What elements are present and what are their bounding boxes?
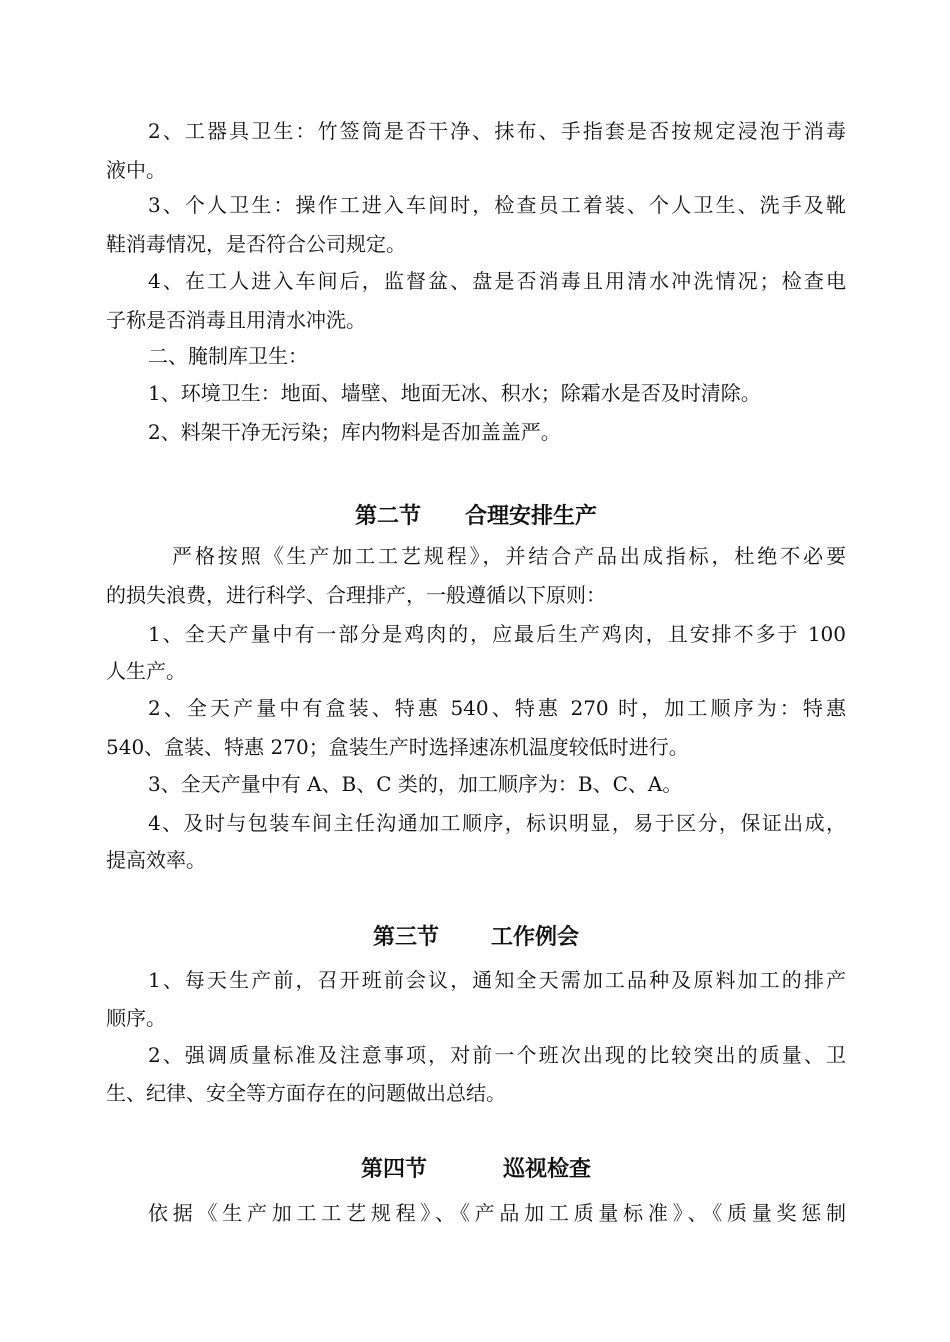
paragraph-inspection-basis: 依据《生产加工工艺规程》、《产品加工质量标准》、《质量奖惩制 — [148, 1201, 846, 1225]
section-number: 第二节 — [354, 504, 421, 529]
paragraph-package-order: 2、全天产量中有盒装、特惠 540、特惠 270 时，加工顺序为：特惠 — [148, 696, 846, 720]
paragraph-tools-hygiene: 2、工器具卫生：竹签筒是否干净、抹布、手指套是否按规定浸泡于消毒 — [148, 119, 846, 143]
paragraph-tools-hygiene-cont: 液中。 — [106, 158, 166, 182]
section-number: 第三节 — [372, 925, 439, 950]
document-page — [106, 0, 846, 1342]
paragraph-personal-hygiene-cont: 鞋消毒情况，是否符合公司规定。 — [106, 232, 406, 256]
section-number: 第四节 — [360, 1157, 427, 1182]
paragraph-rack-hygiene: 2、料架干净无污染；库内物料是否加盖盖严。 — [148, 420, 561, 444]
paragraph-production-intro: 严格按照《生产加工工艺规程》，并结合产品出成指标，杜绝不必要 — [172, 544, 846, 568]
paragraph-chicken-rule: 1、全天产量中有一部分是鸡肉的，应最后生产鸡肉，且安排不多于 100 — [148, 622, 846, 646]
paragraph-personal-hygiene: 3、个人卫生：操作工进入车间时，检查员工着装、个人卫生、洗手及靴 — [148, 193, 846, 217]
section-heading-meeting — [106, 920, 846, 956]
paragraph-communication-cont: 提高效率。 — [106, 848, 206, 872]
paragraph-pre-shift-meeting: 1、每天生产前，召开班前会议，通知全天需加工品种及原料加工的排产 — [148, 968, 846, 992]
section-title: 合理安排生产 — [465, 504, 598, 529]
paragraph-quality-summary-cont: 生、纪律、安全等方面存在的问题做出总结。 — [106, 1081, 506, 1105]
paragraph-supervision: 4、在工人进入车间后，监督盆、盘是否消毒且用清水冲洗情况；检查电 — [148, 269, 846, 293]
section-title: 巡视检查 — [503, 1157, 592, 1182]
section-heading-production — [106, 499, 846, 535]
paragraph-chicken-rule-cont: 人生产。 — [106, 659, 186, 683]
section-heading-inspection — [106, 1152, 846, 1188]
paragraph-production-intro-cont: 的损失浪费，进行科学、合理排产，一般遵循以下原则： — [106, 583, 606, 607]
paragraph-abc-order: 3、全天产量中有 A、B、C 类的，加工顺序为：B、C、A。 — [148, 772, 683, 796]
paragraph-quality-summary: 2、强调质量标准及注意事项，对前一个班次出现的比较突出的质量、卫 — [148, 1043, 846, 1067]
paragraph-package-order-cont: 540、盒装、特惠 270；盒装生产时选择速冻机温度较低时进行。 — [106, 735, 689, 759]
section-title: 工作例会 — [491, 925, 580, 950]
paragraph-pre-shift-meeting-cont: 顺序。 — [106, 1006, 166, 1030]
subheading-curing-room: 二、腌制库卫生： — [148, 344, 308, 368]
paragraph-environment-hygiene: 1、环境卫生：地面、墙壁、地面无冰、积水；除霜水是否及时清除。 — [148, 381, 761, 405]
paragraph-communication: 4、及时与包装车间主任沟通加工顺序，标识明显，易于区分，保证出成， — [148, 811, 846, 835]
paragraph-supervision-cont: 子称是否消毒且用清水冲洗。 — [106, 308, 366, 332]
